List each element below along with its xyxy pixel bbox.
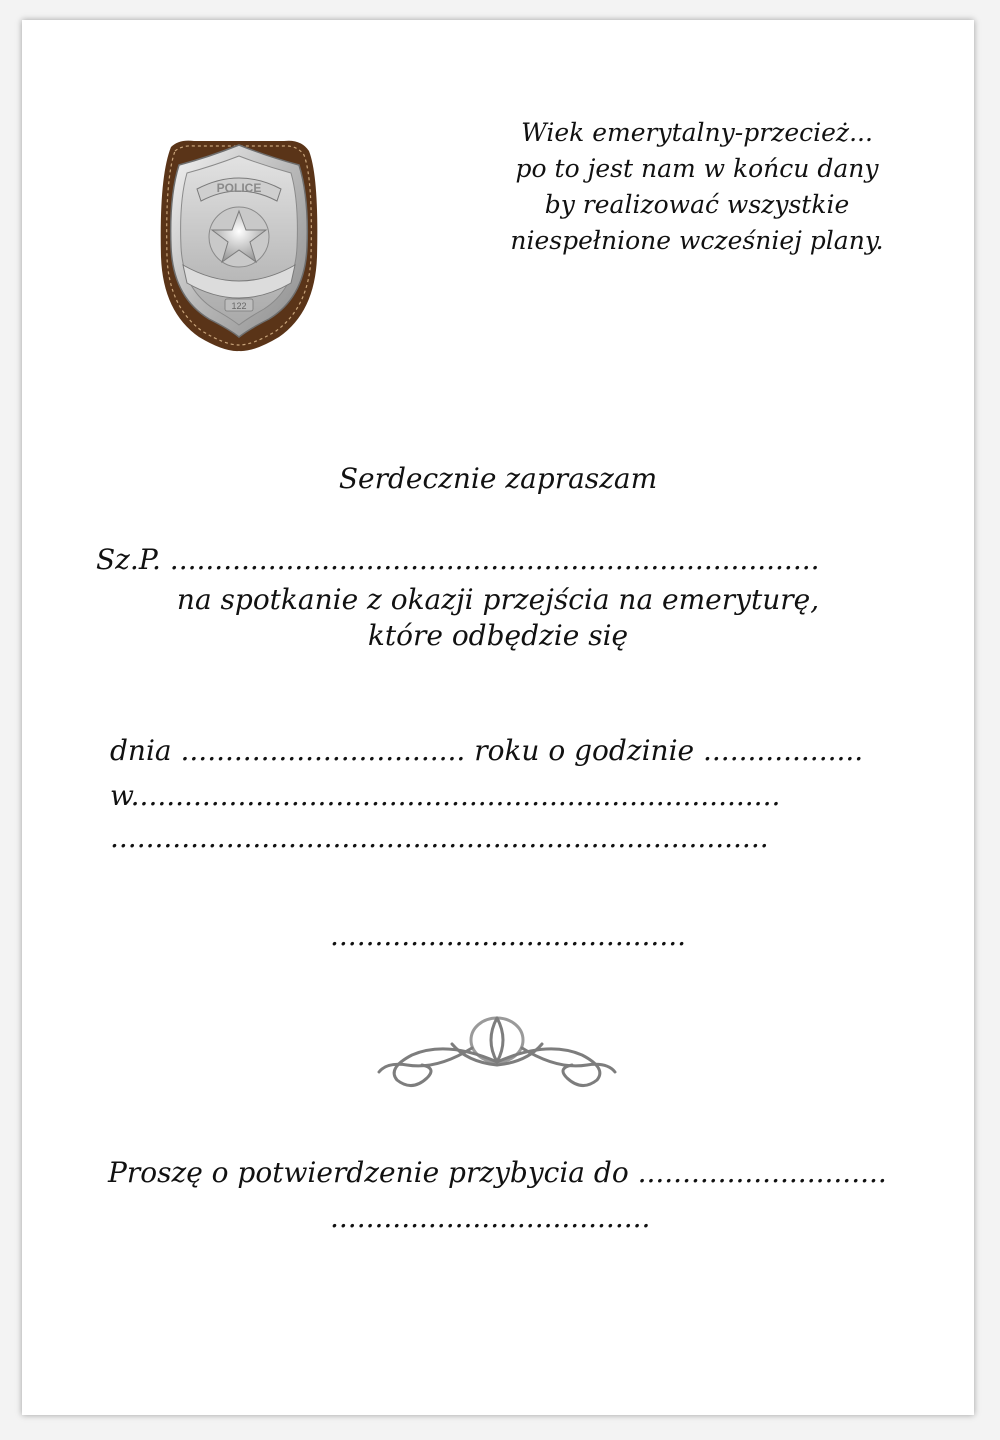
rsvp-line: .................................... [330,1201,651,1234]
place-line: .......................................................................... [110,821,769,854]
recipient-line: Sz.P. ......................................................................... [96,543,820,576]
date-time-line: dnia ................................ roku o godzinie .................. [110,734,864,767]
poem-line: Wiek emerytalny-przecież... [521,118,873,147]
invitation-card [22,20,974,1415]
svg-text:122: 122 [231,301,247,311]
poem [472,115,922,259]
occasion-line: które odbędzie się [367,619,629,652]
svg-text:POLICE: POLICE [216,181,262,195]
rsvp-line: Proszę o potwierdzenie przybycia do ............................ [108,1156,887,1189]
greeting: Serdecznie zapraszam [338,462,658,495]
police-badge-icon [149,137,329,357]
poem-line: by realizować wszystkie [544,190,850,219]
flourish-ornament-icon [247,1010,747,1105]
occasion-line: na spotkanie z okazji przejścia na emeryturę, [176,583,820,616]
signature-line: ........................................ [330,919,687,952]
poem-line: po to jest nam w końcu dany [515,154,879,183]
poem-line: niespełnione wcześniej plany. [510,226,884,255]
place-line: w......................................................................... [110,779,781,812]
